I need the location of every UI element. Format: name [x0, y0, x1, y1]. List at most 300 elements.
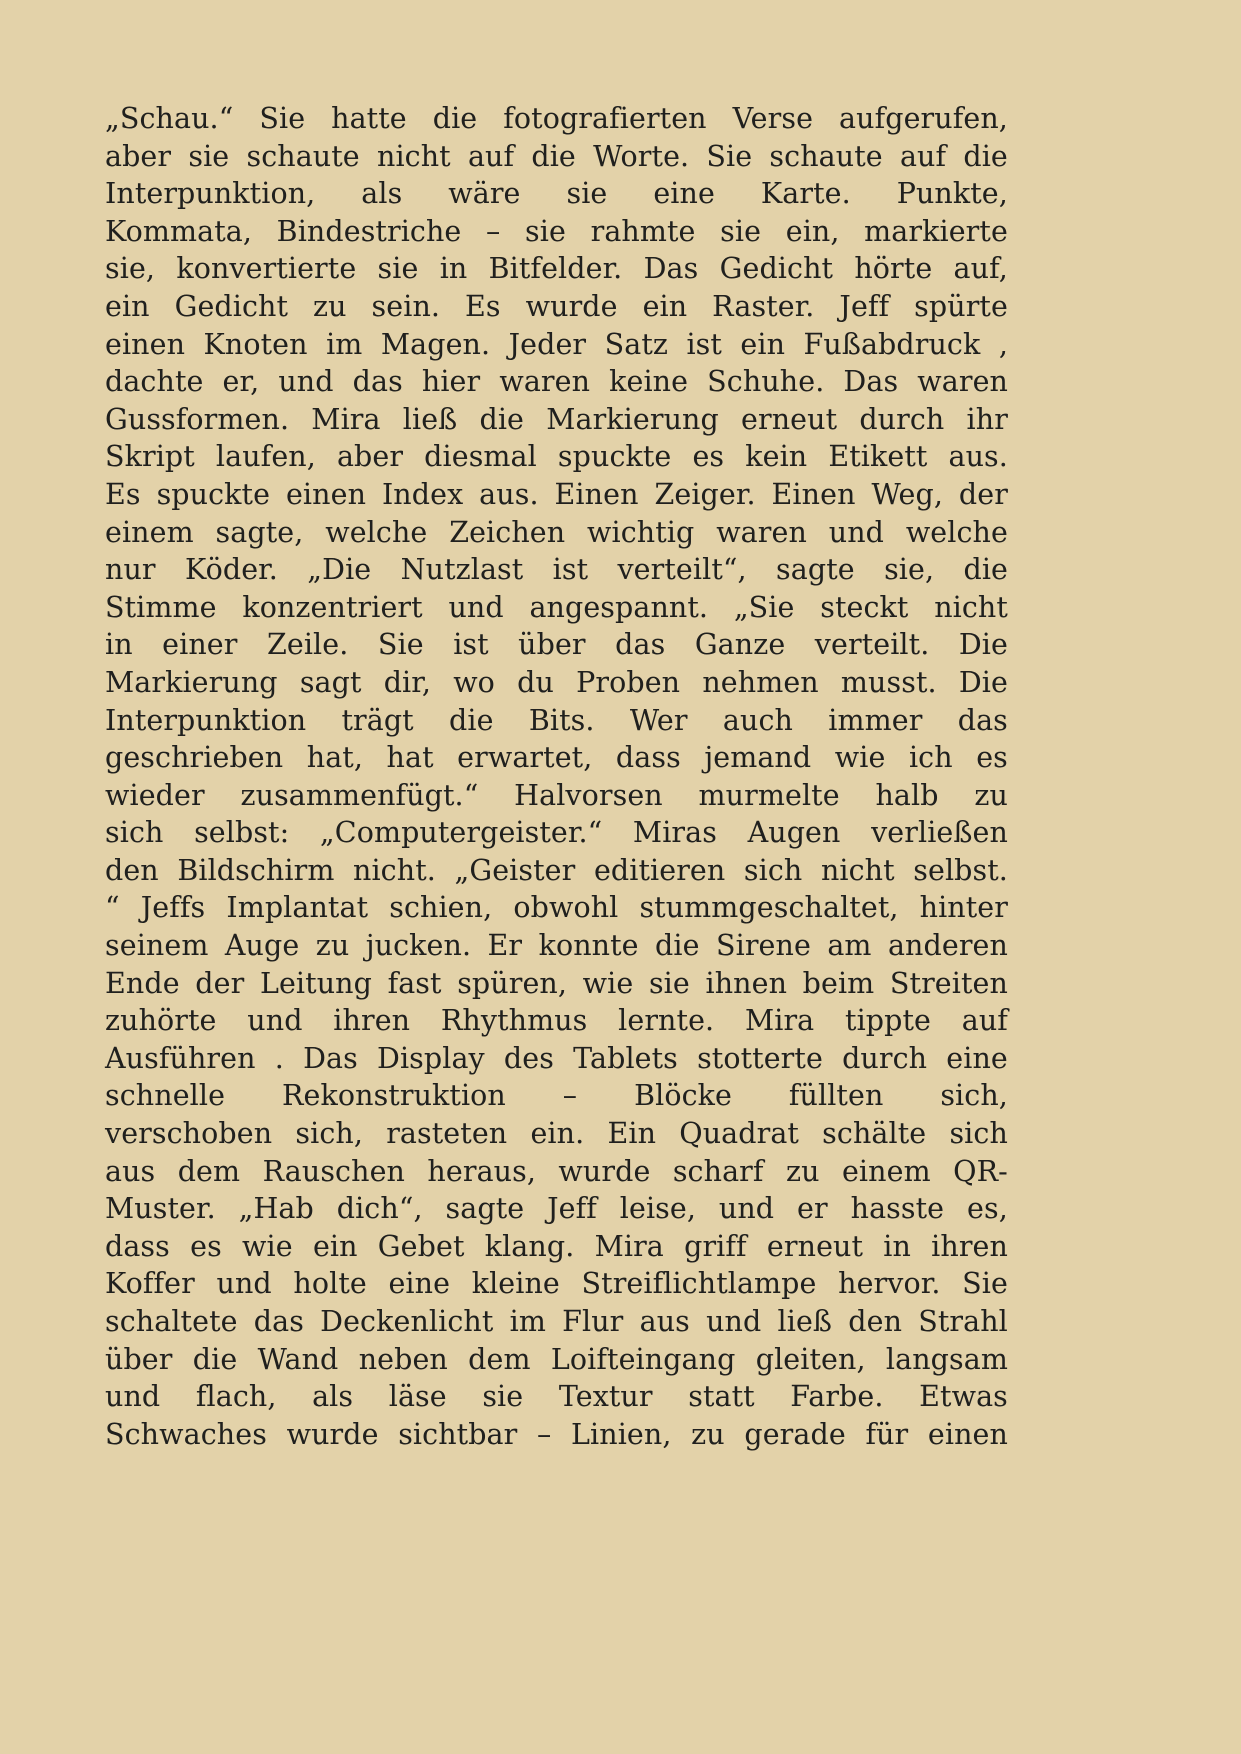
text-word: dass	[615, 741, 681, 775]
text-word: ist	[552, 553, 589, 587]
text-line	[105, 1117, 1008, 1155]
text-word: –	[486, 214, 501, 248]
text-word: hat	[386, 741, 434, 775]
text-word: dass	[105, 1229, 170, 1263]
text-word: sie	[720, 214, 762, 248]
text-line	[105, 1155, 1008, 1193]
text-word: Jeffs	[140, 891, 206, 925]
text-word: Weg,	[871, 477, 943, 511]
text-word: zu	[313, 289, 347, 323]
text-word: für	[865, 1417, 909, 1451]
text-word: wurde	[525, 289, 618, 323]
text-word: Etwas	[919, 1380, 1008, 1414]
text-word: Mira	[744, 1004, 815, 1038]
text-line	[105, 816, 1008, 854]
text-word: ließ	[777, 1305, 833, 1338]
text-line	[105, 403, 1008, 441]
text-word: hat,	[306, 741, 364, 775]
text-word: „Computergeister.“	[319, 816, 603, 850]
text-word: erwartet,	[457, 741, 593, 775]
text-word: Einen	[554, 477, 639, 511]
text-word: nicht	[934, 590, 1008, 624]
text-line	[105, 102, 1008, 140]
text-word: Knoten	[203, 327, 308, 361]
text-word: sich	[105, 816, 164, 850]
text-word: nicht	[376, 139, 451, 173]
text-word: Markierung	[105, 665, 278, 699]
text-word: leise,	[619, 1192, 697, 1226]
text-word: wurde	[558, 1154, 651, 1188]
text-line	[105, 1418, 1008, 1456]
text-word: Stimme	[105, 590, 217, 624]
text-word: die	[449, 703, 494, 737]
text-word: Gedicht	[719, 252, 834, 286]
text-word: über	[105, 1342, 173, 1376]
text-word: nur	[105, 553, 156, 587]
text-word: Gebet	[377, 1229, 465, 1263]
text-word: der	[195, 966, 245, 1000]
text-word: klang.	[484, 1229, 575, 1263]
text-word: „Geister	[454, 853, 576, 887]
text-word: er	[797, 1192, 828, 1226]
text-word: Es	[105, 477, 141, 511]
text-word: schaute	[769, 139, 883, 173]
text-word: Rekonstruktion	[281, 1079, 506, 1113]
text-word: auf	[899, 139, 947, 173]
text-word: holte	[293, 1267, 367, 1301]
text-word: Raster.	[712, 289, 815, 323]
text-word: es	[692, 440, 725, 474]
text-word: „Hab	[238, 1192, 314, 1226]
text-word: Er	[487, 929, 523, 963]
text-line	[105, 1343, 1008, 1381]
text-line	[105, 516, 1008, 554]
text-word: ,	[998, 327, 1008, 361]
text-word: statt	[688, 1380, 755, 1414]
text-word: Index	[381, 477, 464, 511]
text-word: fast	[387, 966, 442, 1000]
text-word: Rhythmus	[440, 1004, 588, 1038]
text-word: rahmte	[590, 214, 696, 248]
text-word: es	[190, 1229, 222, 1263]
text-line	[105, 365, 1008, 403]
text-word: im	[326, 327, 363, 361]
text-word: Die	[958, 665, 1008, 699]
text-word: Mira	[311, 402, 381, 436]
text-word: sie	[377, 252, 419, 286]
text-word: spüren,	[457, 966, 568, 1000]
text-word: Satz	[604, 327, 668, 361]
text-word: Auge	[224, 929, 300, 963]
text-line	[105, 177, 1008, 215]
text-word: und	[706, 1305, 762, 1338]
text-line	[105, 1230, 1008, 1268]
text-word: Jeff	[547, 1192, 597, 1226]
text-word: Schuhe.	[707, 365, 825, 399]
text-line	[105, 779, 1008, 817]
text-word: erneut	[741, 402, 838, 436]
text-word: er,	[222, 365, 260, 399]
text-word: es	[976, 741, 1008, 775]
text-line	[105, 140, 1008, 178]
text-word: als	[312, 1380, 354, 1414]
text-word: hervor.	[838, 1267, 941, 1301]
text-word: stotterte	[697, 1041, 823, 1075]
text-word: Bitfelder.	[488, 252, 623, 286]
text-word: die	[963, 139, 1008, 173]
text-line	[105, 553, 1008, 591]
text-word: Magen.	[380, 327, 491, 361]
text-word: gerade	[744, 1417, 846, 1451]
text-line	[105, 290, 1008, 328]
text-word: musst.	[840, 665, 937, 699]
text-word: Es	[465, 289, 501, 323]
text-word: dich“,	[336, 1192, 423, 1226]
text-word: verließen	[871, 816, 1008, 850]
text-line	[105, 1042, 1008, 1080]
text-word: Flur	[562, 1305, 624, 1338]
text-word: “	[105, 891, 120, 925]
text-word: die	[479, 402, 525, 436]
text-word: des	[503, 1041, 554, 1075]
text-word: Punkte,	[896, 177, 1008, 211]
text-word: nicht	[820, 853, 895, 887]
text-word: laufen,	[215, 440, 316, 474]
text-word: rasteten	[386, 1117, 508, 1151]
text-line	[105, 666, 1008, 704]
text-word: hinter	[919, 891, 1008, 925]
text-word: nicht.	[353, 853, 436, 887]
text-word: scharf	[672, 1154, 764, 1188]
text-word: sie	[648, 966, 690, 1000]
text-word: wäre	[448, 177, 521, 211]
text-word: „Sie	[733, 590, 795, 624]
text-word: sie	[566, 177, 608, 211]
text-word: langsam	[885, 1342, 1008, 1376]
text-word: welche	[325, 515, 428, 549]
text-line	[105, 891, 1008, 929]
text-line	[105, 215, 1008, 253]
text-word: ihren	[931, 1229, 1008, 1263]
text-word: seinem	[105, 929, 209, 963]
text-word: hier	[421, 365, 481, 399]
text-word: Sirene	[715, 929, 811, 963]
text-word: Bildschirm	[177, 853, 335, 887]
text-word: „Die	[307, 553, 372, 587]
text-word: Kommata,	[105, 214, 253, 248]
text-word: einem	[105, 515, 194, 549]
text-word: angespannt.	[529, 590, 709, 624]
text-word: als	[361, 177, 403, 211]
text-word: halb	[875, 778, 939, 812]
text-line	[105, 967, 1008, 1005]
text-word: .	[274, 1041, 284, 1075]
text-word: jemand	[704, 741, 812, 775]
text-word: der	[958, 477, 1008, 511]
text-word: auf,	[953, 252, 1008, 286]
text-word: ihr	[966, 402, 1008, 436]
text-word: keine	[609, 365, 689, 399]
text-word: Fußabdruck	[803, 327, 981, 361]
text-word: zu	[691, 1417, 725, 1451]
text-word: konvertierte	[176, 252, 357, 286]
text-word: sich,	[940, 1079, 1008, 1113]
text-word: zuhörte	[105, 1004, 217, 1038]
text-word: murmelte	[698, 778, 840, 812]
text-word: Zeiger.	[654, 477, 756, 511]
text-word: spuckte	[156, 477, 271, 511]
text-word: in	[105, 628, 133, 662]
text-word: gleiten,	[755, 1342, 866, 1376]
text-word: verteilt.	[814, 628, 930, 662]
text-word: Proben	[576, 665, 681, 699]
text-word: dir,	[383, 665, 432, 699]
text-word: Sie	[962, 1267, 1008, 1301]
text-word: wurde	[286, 1417, 379, 1451]
text-word: ein	[312, 1229, 358, 1263]
text-word: Zeichen	[449, 515, 566, 549]
text-word: den	[848, 1305, 903, 1338]
text-word: Mira	[594, 1229, 664, 1263]
text-word: und	[247, 1004, 303, 1038]
text-word: aus	[639, 1305, 690, 1338]
text-word: Streiflichtlampe	[581, 1267, 817, 1301]
text-word: einen	[285, 477, 367, 511]
text-word: Blöcke	[634, 1079, 732, 1113]
text-word: lernte.	[618, 1004, 715, 1038]
text-word: schaltete	[105, 1305, 238, 1338]
text-word: tippte	[845, 1004, 931, 1038]
text-word: Ein	[607, 1117, 657, 1151]
text-word: ein,	[785, 214, 840, 248]
text-word: zu	[315, 929, 350, 963]
text-word: selbst.	[913, 853, 1008, 887]
text-word: ließ	[402, 402, 458, 436]
text-word: ist	[453, 628, 489, 662]
text-word: Markierung	[546, 402, 719, 436]
text-word: sie	[482, 1380, 524, 1414]
text-word: einen	[927, 1417, 1008, 1451]
text-word: Ganze	[694, 628, 786, 662]
text-word: und	[216, 1267, 272, 1301]
text-word: editieren	[593, 853, 726, 887]
text-word: Muster.	[105, 1192, 216, 1226]
text-word: –	[562, 1079, 578, 1113]
text-word: Die	[958, 628, 1008, 662]
text-word: Tablets	[573, 1041, 678, 1075]
text-word: einen	[105, 327, 186, 361]
text-line	[105, 1192, 1008, 1230]
text-word: Gedicht	[174, 289, 289, 323]
text-word: hasste	[850, 1192, 945, 1226]
text-word: konnte	[538, 929, 639, 963]
text-word: Wer	[629, 703, 688, 737]
text-word: die	[432, 102, 478, 135]
text-word: aufgerufen,	[839, 102, 1008, 135]
text-word: Einen	[771, 477, 856, 511]
text-line	[105, 929, 1008, 967]
text-word: selbst:	[194, 816, 290, 850]
text-word: heraus,	[427, 1154, 536, 1188]
text-word: sein.	[371, 289, 441, 323]
text-word: Gussformen.	[105, 402, 290, 436]
text-word: aus	[105, 1154, 156, 1188]
text-word: sagte	[776, 553, 855, 587]
text-word: Implantat	[226, 891, 369, 925]
text-word: sich	[949, 1117, 1008, 1151]
text-word: durch	[842, 1041, 928, 1075]
text-word: und	[718, 1192, 775, 1226]
text-word: das	[615, 628, 666, 662]
text-word: verschoben	[105, 1117, 273, 1151]
text-word: sie,	[884, 553, 935, 587]
text-word: Strahl	[918, 1305, 1008, 1338]
text-word: steckt	[820, 590, 909, 624]
text-word: du	[517, 665, 554, 699]
text-word: geschrieben	[105, 741, 284, 775]
text-word: Etikett	[828, 440, 928, 474]
text-word: sich,	[295, 1117, 363, 1151]
text-word: wie	[834, 741, 886, 775]
text-line	[105, 1004, 1008, 1042]
text-word: kein	[745, 440, 808, 474]
text-word: fotografierten	[503, 102, 707, 135]
text-word: es,	[967, 1192, 1008, 1226]
text-word: Miras	[632, 816, 717, 850]
text-word: wie	[242, 1229, 293, 1263]
text-word: Ausführen	[105, 1041, 256, 1075]
text-word: sagte	[445, 1192, 525, 1226]
text-word: Interpunktion,	[105, 177, 316, 211]
text-word: das	[957, 703, 1008, 737]
text-line	[105, 478, 1008, 516]
text-word: sich	[743, 853, 803, 887]
text-word: und	[448, 590, 504, 624]
text-word: dem	[468, 1342, 531, 1376]
text-word: Koffer	[105, 1267, 195, 1301]
text-word: Ende	[105, 966, 180, 1000]
text-word: –	[537, 1417, 552, 1451]
text-word: Leitung	[259, 966, 372, 1000]
text-word: und	[278, 365, 334, 399]
text-word: wie	[582, 966, 634, 1000]
text-word: ich	[908, 741, 953, 775]
text-word: QR-	[953, 1154, 1008, 1188]
text-word: trägt	[341, 703, 414, 737]
text-word: schien,	[389, 891, 493, 925]
text-word: jucken.	[365, 929, 472, 963]
text-word: ist	[686, 327, 722, 361]
text-word: dachte	[105, 365, 204, 399]
text-word: verteilt“,	[617, 553, 747, 587]
text-word: Köder.	[184, 553, 278, 587]
text-word: und	[828, 515, 884, 549]
text-word: aus.	[948, 440, 1008, 474]
text-word: spürte	[914, 289, 1008, 323]
text-word: Das	[303, 1041, 358, 1075]
text-word: Worte.	[593, 139, 690, 173]
text-word: läse	[388, 1380, 447, 1414]
text-word: ihnen	[705, 966, 788, 1000]
text-line	[105, 1305, 1008, 1343]
text-word: Deckenlicht	[320, 1305, 494, 1338]
text-word: die	[531, 139, 576, 173]
text-word: einem	[841, 1154, 931, 1188]
text-line	[105, 252, 1008, 290]
text-word: eine	[653, 177, 715, 211]
text-word: Bindestriche	[276, 214, 462, 248]
text-word: den	[105, 853, 159, 887]
text-word: diesmal	[424, 440, 537, 474]
text-word: aus.	[479, 477, 539, 511]
text-word: anderen	[887, 929, 1008, 963]
text-word: Schwaches	[105, 1417, 267, 1451]
text-line	[105, 854, 1008, 892]
text-word: die	[192, 1342, 238, 1376]
text-word: schaute	[246, 139, 360, 173]
text-word: ein.	[530, 1117, 585, 1151]
text-word: auf	[467, 139, 515, 173]
text-word: am	[827, 929, 872, 963]
text-word: sichtbar	[398, 1417, 518, 1451]
text-word: stummgeschaltet,	[639, 891, 899, 925]
text-word: wichtig	[587, 515, 695, 549]
text-word: „Schau.“	[105, 102, 234, 135]
text-line	[105, 328, 1008, 366]
text-word: neben	[358, 1342, 448, 1376]
text-word: wieder	[105, 778, 205, 812]
text-word: zusammenfügt.“	[240, 778, 479, 812]
text-word: zu	[785, 1154, 820, 1188]
text-line	[105, 741, 1008, 779]
text-word: waren	[917, 365, 1008, 399]
text-line	[105, 1079, 1008, 1117]
text-word: erneut	[766, 1229, 864, 1263]
text-word: griff	[684, 1229, 747, 1263]
text-word: hatte	[331, 102, 407, 135]
text-word: Verse	[732, 102, 814, 135]
text-word: in	[439, 252, 468, 286]
text-line	[105, 440, 1008, 478]
text-word: flach,	[195, 1380, 277, 1414]
text-word: konzentriert	[242, 590, 423, 624]
text-word: Rauschen	[262, 1154, 405, 1188]
text-word: auch	[722, 703, 793, 737]
text-word: welche	[905, 515, 1008, 549]
text-word: über	[518, 628, 586, 662]
text-word: schälte	[822, 1117, 927, 1151]
text-word: waren	[499, 365, 591, 399]
text-word: ihren	[333, 1004, 411, 1038]
text-word: markierte	[864, 214, 1008, 248]
text-word: in	[883, 1229, 911, 1263]
text-word: ein	[740, 327, 786, 361]
text-word: Farbe.	[790, 1380, 884, 1414]
text-line	[105, 591, 1008, 629]
text-word: Linien,	[571, 1417, 672, 1451]
text-line	[105, 628, 1008, 666]
text-word: immer	[828, 703, 923, 737]
text-word: obwohl	[513, 891, 619, 925]
text-word: waren	[716, 515, 807, 549]
text-word: Loifteingang	[550, 1342, 736, 1376]
text-word: ein	[105, 289, 150, 323]
text-word: Wand	[257, 1342, 339, 1376]
text-word: Bits.	[528, 703, 595, 737]
text-word: schnelle	[105, 1079, 226, 1113]
text-word: Skript	[105, 440, 195, 474]
text-word: füllten	[788, 1079, 884, 1113]
